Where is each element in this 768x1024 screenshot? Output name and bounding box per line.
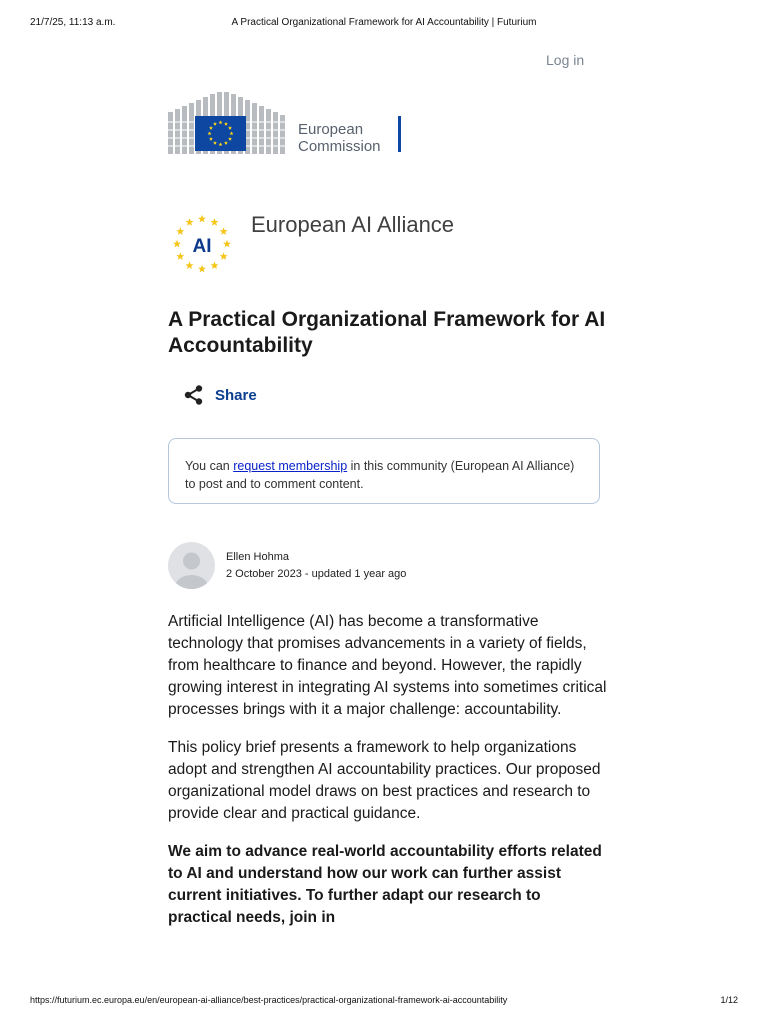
bold-paragraph: We aim to advance real-world accountability efforts related to AI and understand how our work can further assist current initiatives. To further adapt our research to practical needs, join in — [168, 843, 602, 926]
star-icon — [198, 265, 206, 273]
ec-logo-line2: Commission — [298, 138, 381, 154]
share-icon — [183, 384, 205, 406]
star-icon — [186, 218, 194, 226]
star-icon — [211, 261, 219, 269]
author-name[interactable]: Ellen Hohma — [226, 550, 289, 563]
community-name[interactable]: European AI Alliance — [251, 212, 455, 237]
eu-flag-icon — [195, 116, 246, 151]
star-icon — [220, 227, 228, 235]
user-silhouette-icon — [168, 542, 215, 589]
paragraph: Artificial Intelligence (AI) has become a transformative technology that promises advancements in a variety of fields, from healthcare to finance and beyond. However, the rapidly growing interest in integrating AI systems into sometimes critical processes brings with it a major challenge: accountability. — [168, 613, 607, 718]
european-commission-logo[interactable] — [168, 92, 408, 154]
star-icon — [220, 252, 228, 260]
print-url: https://futurium.ec.europa.eu/en/european-ai-alliance/best-practices/practical-organizational-framework-ai-accountability — [30, 995, 508, 1005]
post-date: 2 October 2023 - updated 1 year ago — [226, 567, 407, 580]
share-label: Share — [215, 386, 257, 404]
article-body — [168, 611, 608, 945]
star-icon — [198, 215, 206, 223]
ai-badge-text: AI — [192, 236, 212, 257]
notice-suffix: in this community (European AI Alliance) to post and to comment content. — [185, 459, 575, 491]
star-icon — [211, 218, 219, 226]
ai-alliance-logo[interactable] — [170, 212, 234, 276]
login-link[interactable]: Log in — [546, 52, 585, 68]
star-icon — [176, 252, 184, 260]
notice-prefix: You can — [185, 459, 234, 473]
print-footer — [30, 995, 738, 1009]
membership-notice — [168, 438, 600, 504]
page-title: A Practical Organizational Framework for AI Accountability — [168, 308, 606, 357]
print-page-number: 1/12 — [720, 995, 738, 1005]
avatar[interactable] — [168, 542, 215, 589]
ec-logo-line1: European — [298, 121, 364, 138]
print-datetime: 21/7/25, 11:13 a.m. — [30, 17, 116, 28]
print-page-title: A Practical Organizational Framework for AI Accountability | Futurium — [231, 17, 537, 28]
star-icon — [186, 261, 194, 269]
author-block — [168, 542, 406, 589]
paragraph: This policy brief presents a framework to help organizations adopt and strengthen AI accountability practices. Our proposed organizational model draws on best practices and research to provide clear and practical guidance. — [168, 739, 601, 822]
star-icon — [176, 227, 184, 235]
share-button[interactable] — [183, 384, 257, 406]
request-membership-link[interactable]: request membership — [233, 459, 348, 473]
star-icon — [223, 240, 231, 248]
print-header — [30, 17, 738, 31]
star-icon — [173, 240, 181, 248]
